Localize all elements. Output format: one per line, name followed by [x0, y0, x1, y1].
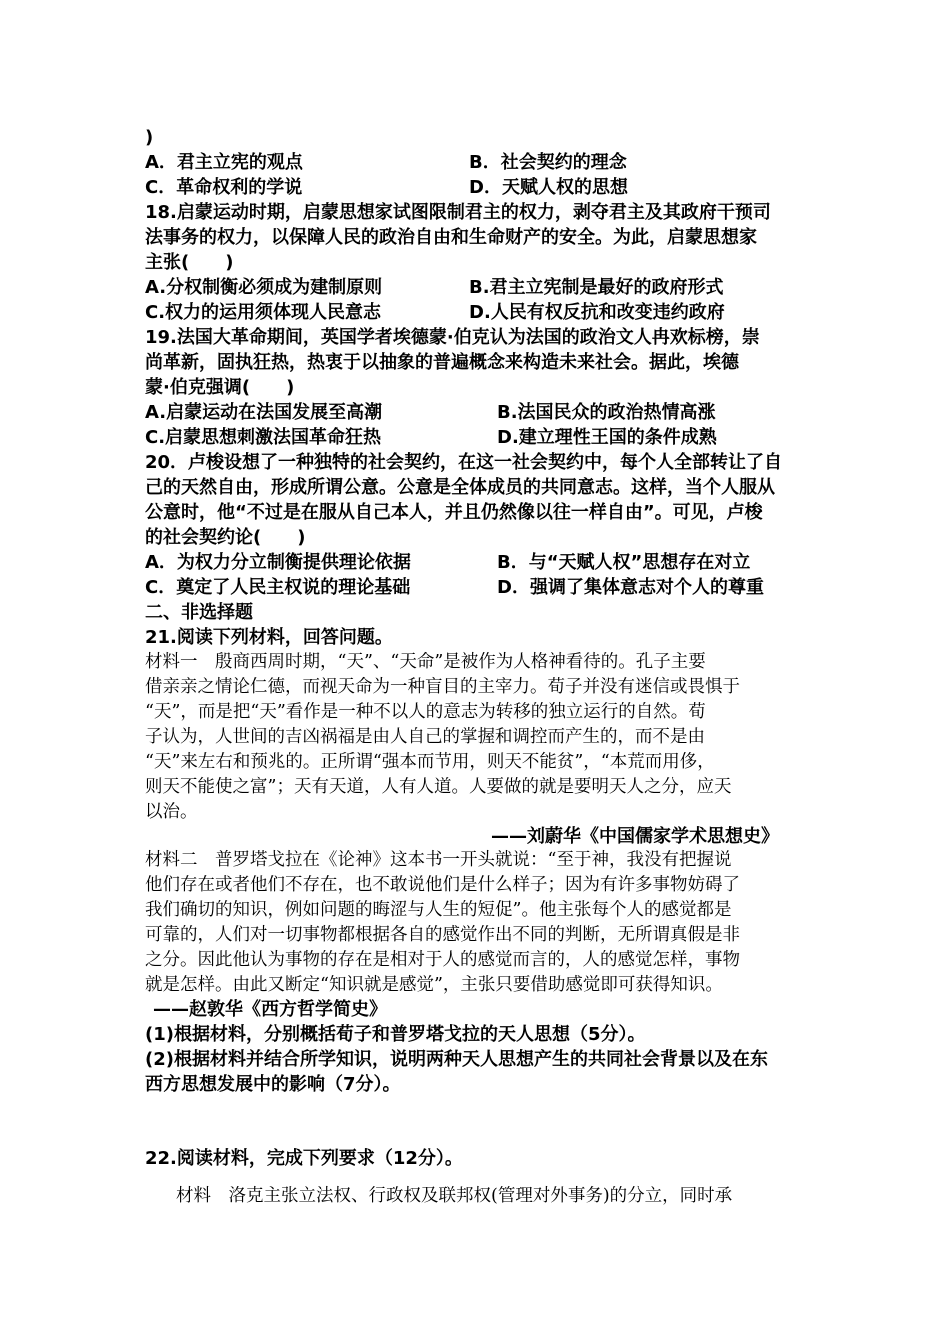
q19-option-d[interactable]: D.建立理性王国的条件成熟 [497, 427, 717, 448]
q21-material1-line: 材料一 殷商西周时期，“天”、“天命”是被作为人格神看待的。孔子主要 [145, 652, 706, 672]
q19-option-c[interactable]: C.启蒙思想刺激法国革命狂热 [145, 427, 382, 448]
q20-option-row [145, 550, 751, 575]
q21-material2-line: 就是怎样。由此又断定“知识就是感觉”，主张只要借助感觉即可获得知识。 [145, 975, 723, 995]
q20-option-a[interactable]: A．为权力分立制衡提供理论依据 [145, 552, 411, 573]
q20-option-d[interactable]: D．强调了集体意志对个人的尊重 [497, 577, 764, 598]
q17-option-c[interactable]: C．革命权利的学说 [145, 177, 303, 198]
q17-option-a[interactable]: A．君主立宪的观点 [145, 152, 303, 173]
q18-stem-line: 主张( ) [145, 252, 234, 273]
q21-material2-line: 可靠的，人们对一切事物都根据各自的感觉作出不同的判断，无所谓真假是非 [145, 925, 740, 945]
q19-stem-line: 蒙·伯克强调( ) [145, 377, 295, 398]
q17-option-row [145, 150, 627, 175]
q17-option-row [145, 175, 628, 200]
q17-option-d[interactable]: D．天赋人权的思想 [469, 177, 628, 198]
q19-option-a[interactable]: A.启蒙运动在法国发展至高潮 [145, 402, 383, 423]
q21-stem: 21.阅读下列材料，回答问题。 [145, 627, 393, 648]
q21-material1-line: 以治。 [145, 802, 198, 822]
q22-material-line: 材料 洛克主张立法权、行政权及联邦权(管理对外事务)的分立，同时承 [176, 1186, 733, 1206]
q18-stem-line: 法事务的权力，以保障人民的政治自由和生命财产的安全。为此，启蒙思想家 [145, 227, 757, 248]
q19-option-b[interactable]: B.法国民众的政治热情高涨 [497, 402, 716, 423]
q17-paren-close: ) [145, 127, 154, 148]
q21-material1-line: 则天不能使之富”；天有天道，人有人道。人要做的就是要明天人之分，应天 [145, 777, 732, 797]
q18-option-a[interactable]: A.分权制衡必须成为建制原则 [145, 277, 383, 298]
q21-material1-line: 子认为，人世间的吉凶祸福是由人自己的掌握和调控而产生的，而不是由 [145, 727, 705, 747]
q21-sub2-line: 西方思想发展中的影响（7分）。 [145, 1074, 401, 1095]
q18-option-c[interactable]: C.权力的运用须体现人民意志 [145, 302, 382, 323]
q21-material2-line: 我们确切的知识，例如问题的晦涩与人生的短促”。他主张每个人的感觉都是 [145, 900, 732, 920]
q19-option-row [145, 425, 717, 450]
q21-sub2-line: (2)根据材料并结合所学知识，说明两种天人思想产生的共同社会背景以及在东 [145, 1049, 768, 1070]
q21-source2: ——赵敦华《西方哲学简史》 [153, 999, 387, 1020]
q20-stem-line: 公意时，他“不过是在服从自己本人，并且仍然像以往一样自由”。可见，卢梭 [145, 502, 763, 523]
q21-material2-line: 他们存在或者他们不存在，也不敢说他们是什么样子；因为有许多事物妨碍了 [145, 875, 740, 895]
q19-stem-line: 尚革新，固执狂热，热衷于以抽象的普遍概念来构造未来社会。据此，埃德 [145, 352, 739, 373]
q21-material1-line: “天”，而是把“天”看作是一种不以人的意志为转移的独立运行的自然。荀 [145, 702, 706, 722]
q20-option-b[interactable]: B．与“天赋人权”思想存在对立 [497, 552, 751, 573]
q17-option-b[interactable]: B．社会契约的理念 [469, 152, 627, 173]
q21-source1: ——刘蔚华《中国儒家学术思想史》 [491, 826, 779, 847]
q18-option-row [145, 300, 725, 325]
q19-option-row [145, 400, 716, 425]
q21-material1-line: “天”来左右和预兆的。正所谓“强本而节用，则天不能贫”，“本荒而用侈， [145, 752, 715, 772]
q21-material2-line: 材料二 普罗塔戈拉在《论神》这本书一开头就说：“至于神，我没有把握说 [145, 850, 732, 870]
q20-option-c[interactable]: C．奠定了人民主权说的理论基础 [145, 577, 411, 598]
q20-stem-line: 己的天然自由，形成所谓公意。公意是全体成员的共同意志。这样，当个人服从 [145, 477, 775, 498]
q20-stem-line: 20．卢梭设想了一种独特的社会契约，在这一社会契约中，每个人全部转让了自 [145, 452, 783, 473]
q20-stem-line: 的社会契约论( ) [145, 527, 306, 548]
q18-stem-line: 18.启蒙运动时期，启蒙思想家试图限制君主的权力，剥夺君主及其政府干预司 [145, 202, 771, 223]
section-heading: 二、非选择题 [145, 602, 253, 623]
q21-sub1: (1)根据材料，分别概括荀子和普罗塔戈拉的天人思想（5分）。 [145, 1024, 646, 1045]
q21-material1-line: 借亲亲之情论仁德，而视天命为一种盲目的主宰力。荀子并没有迷信或畏惧于 [145, 677, 740, 697]
q18-option-row [145, 275, 724, 300]
q21-material2-line: 之分。因此他认为事物的存在是相对于人的感觉而言的，人的感觉怎样，事物 [145, 950, 740, 970]
q19-stem-line: 19.法国大革命期间，英国学者埃德蒙·伯克认为法国的政治文人冉欢标榜，崇 [145, 327, 760, 348]
q22-stem: 22.阅读材料，完成下列要求（12分）。 [145, 1148, 463, 1169]
q18-option-d[interactable]: D.人民有权反抗和改变违约政府 [469, 302, 725, 323]
q20-option-row [145, 575, 764, 600]
q18-option-b[interactable]: B.君主立宪制是最好的政府形式 [469, 277, 724, 298]
